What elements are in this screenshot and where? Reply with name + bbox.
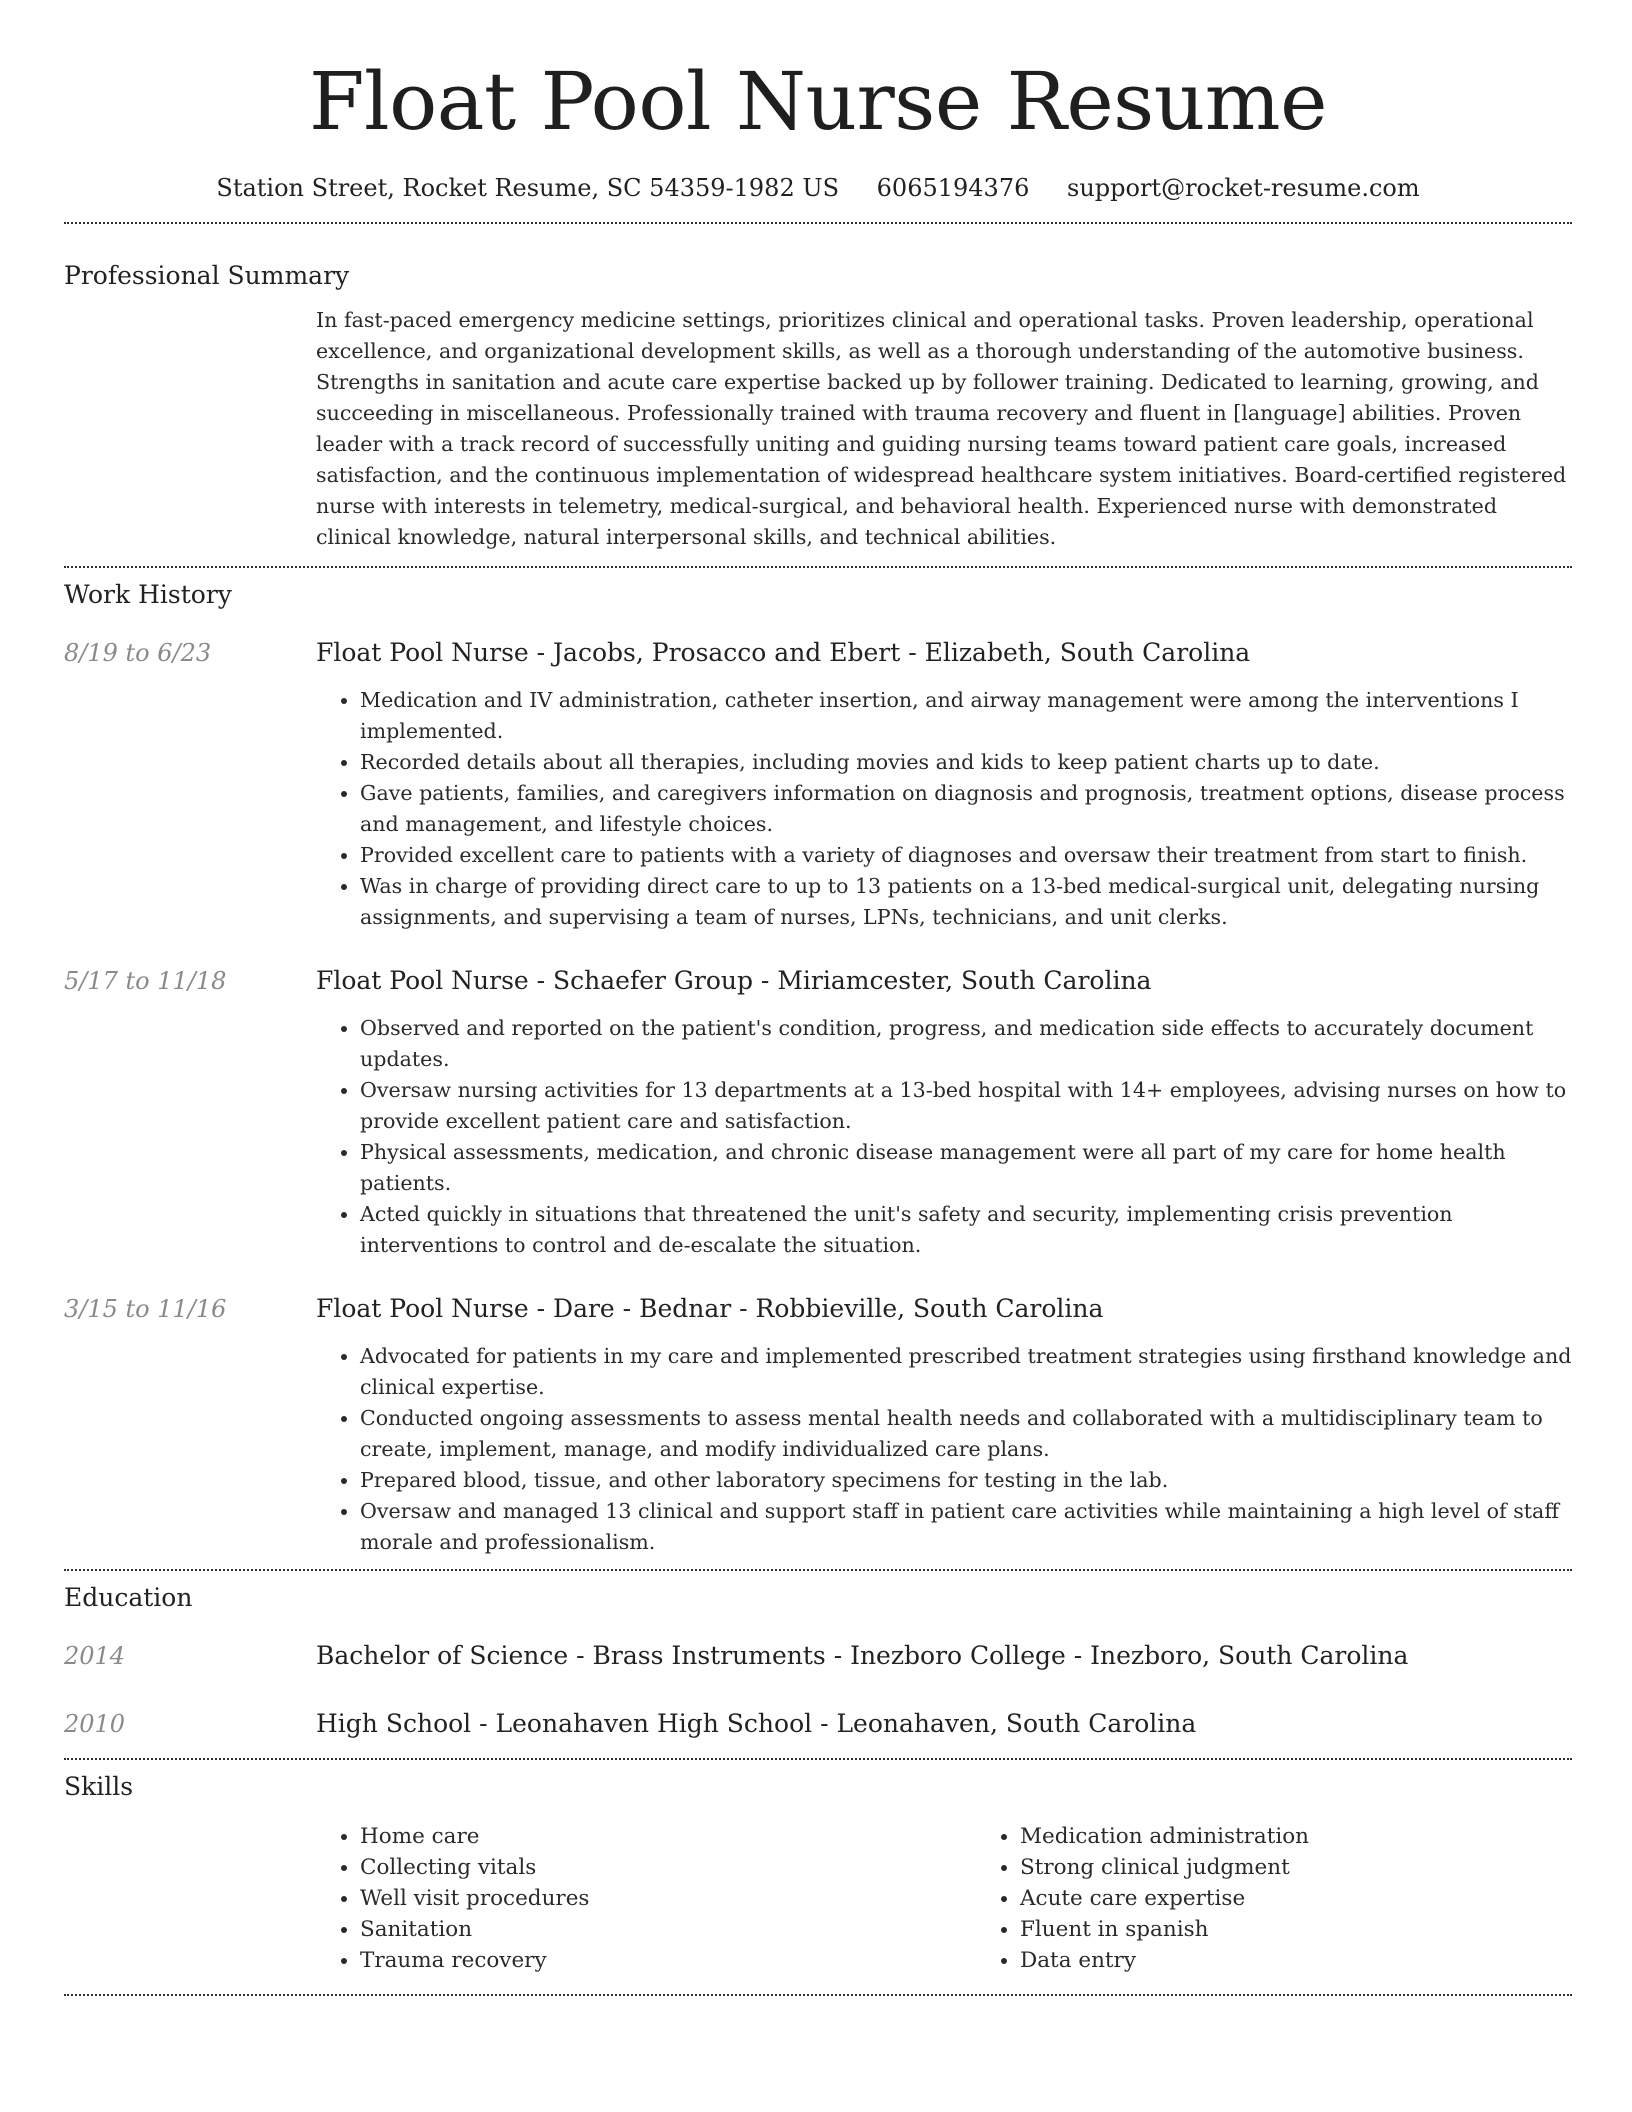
job-entry xyxy=(64,965,1572,1261)
section-title-summary: Professional Summary xyxy=(64,261,350,290)
skills-section xyxy=(64,1771,1572,1976)
list-item: • Gave patients, families, and caregivers information on diagnosis and prognosis, treatment options, disease process and management, and lifestyle choices. xyxy=(360,778,1572,840)
job-dates: 3/15 to 11/16 xyxy=(64,1295,227,1323)
list-item: • Conducted ongoing assessments to assess mental health needs and collaborated with a multidisciplinary team to create, implement, manage, and modify individualized care plans. xyxy=(360,1403,1572,1465)
job-bullets xyxy=(316,1013,1572,1261)
resume-title: Float Pool Nurse Resume xyxy=(309,55,1327,148)
skill-item: • Well visit procedures xyxy=(360,1883,976,1914)
job-bullets xyxy=(316,685,1572,933)
job-title: Float Pool Nurse - Jacobs, Prosacco and Ebert - Elizabeth, South Carolina xyxy=(316,638,1251,667)
list-item: • Oversaw nursing activities for 13 departments at a 13-bed hospital with 14+ employees, advising nurses on how to provide excellent patient care and satisfaction. xyxy=(360,1075,1572,1137)
education-section xyxy=(64,1582,1572,1740)
education-entry xyxy=(64,1708,1572,1740)
skill-item: • Acute care expertise xyxy=(1020,1883,1620,1914)
summary-text: In fast-paced emergency medicine settings, prioritizes clinical and operational tasks. Proven leadership, operational excellence, and organizational development skills, as well as a thorough understanding of the automotive business. Strengths in sanitation and acute care expertise backed up by follower training. Dedicated to learning, growing, and succeeding in miscellaneous. Professionally trained with trauma recovery and fluent in [language] abilities. Proven leader with a track record of successfully uniting and guiding nursing teams toward patient care goals, increased satisfaction, and the continuous implementation of widespread healthcare system initiatives. Board-certified registered nurse with interests in telemetry, medical-surgical, and behavioral health. Experienced nurse with demonstrated clinical knowledge, natural interpersonal skills, and technical abilities. xyxy=(316,308,1567,549)
job-title: Float Pool Nurse - Schaefer Group - Miriamcester, South Carolina xyxy=(316,966,1152,995)
job-dates: 5/17 to 11/18 xyxy=(64,967,227,995)
list-item: • Provided excellent care to patients with a variety of diagnoses and oversaw their treatment from start to finish. xyxy=(360,840,1572,871)
education-degree: High School - Leonahaven High School - Leonahaven, South Carolina xyxy=(316,1709,1197,1738)
education-year: 2014 xyxy=(64,1642,126,1670)
contact-phone: 6065194376 xyxy=(876,174,1030,202)
list-item: • Recorded details about all therapies, including movies and kids to keep patient charts up to date. xyxy=(360,747,1572,778)
job-entry xyxy=(64,637,1572,933)
list-item: • Physical assessments, medication, and chronic disease management were all part of my care for home health patients. xyxy=(360,1137,1572,1199)
divider xyxy=(64,1569,1572,1571)
list-item: • Was in charge of providing direct care to up to 13 patients on a 13-bed medical-surgical unit, delegating nursing assignments, and supervising a team of nurses, LPNs, technicians, and unit clerks. xyxy=(360,871,1572,933)
job-title: Float Pool Nurse - Dare - Bednar - Robbieville, South Carolina xyxy=(316,1294,1104,1323)
job-bullets xyxy=(316,1341,1572,1558)
list-item: • Advocated for patients in my care and implemented prescribed treatment strategies using firsthand knowledge and clinical expertise. xyxy=(360,1341,1572,1403)
list-item: • Observed and reported on the patient's condition, progress, and medication side effects to accurately document updates. xyxy=(360,1013,1572,1075)
list-item: • Acted quickly in situations that threatened the unit's safety and security, implementing crisis prevention interventions to control and de-escalate the situation. xyxy=(360,1199,1572,1261)
divider xyxy=(64,566,1572,568)
section-title-skills: Skills xyxy=(64,1772,134,1801)
skill-item: • Strong clinical judgment xyxy=(1020,1852,1620,1883)
divider xyxy=(64,1758,1572,1760)
skill-item: • Data entry xyxy=(1020,1945,1620,1976)
divider xyxy=(64,1994,1572,1996)
skill-item: • Home care xyxy=(360,1821,976,1852)
summary-section xyxy=(64,260,1572,553)
section-title-work-history: Work History xyxy=(64,580,232,609)
education-entry xyxy=(64,1640,1572,1672)
education-year: 2010 xyxy=(64,1710,126,1738)
contact-address: Station Street, Rocket Resume, SC 54359-1982 US xyxy=(216,174,840,202)
skills-list xyxy=(316,1821,1620,1976)
skill-item: • Collecting vitals xyxy=(360,1852,976,1883)
divider xyxy=(64,222,1572,224)
skill-item: • Medication administration xyxy=(1020,1821,1620,1852)
skill-item: • Fluent in spanish xyxy=(1020,1914,1620,1945)
skills-column-right xyxy=(976,1821,1620,1976)
job-dates: 8/19 to 6/23 xyxy=(64,639,212,667)
skills-column-left xyxy=(316,1821,976,1976)
summary-spacer xyxy=(64,305,316,553)
list-item: • Oversaw and managed 13 clinical and support staff in patient care activities while maintaining a high level of staff morale and professionalism. xyxy=(360,1496,1572,1558)
education-degree: Bachelor of Science - Brass Instruments - Inezboro College - Inezboro, South Carolina xyxy=(316,1641,1409,1670)
list-item: • Medication and IV administration, catheter insertion, and airway management were among the interventions I implemented. xyxy=(360,685,1572,747)
skill-item: • Trauma recovery xyxy=(360,1945,976,1976)
contact-line xyxy=(64,172,1572,204)
work-history-section xyxy=(64,579,1572,1558)
resume-page xyxy=(64,0,1572,1996)
skill-item: • Sanitation xyxy=(360,1914,976,1945)
section-title-education: Education xyxy=(64,1583,193,1612)
contact-email: support@rocket-resume.com xyxy=(1067,174,1420,202)
job-entry xyxy=(64,1293,1572,1558)
list-item: • Prepared blood, tissue, and other laboratory specimens for testing in the lab. xyxy=(360,1465,1572,1496)
